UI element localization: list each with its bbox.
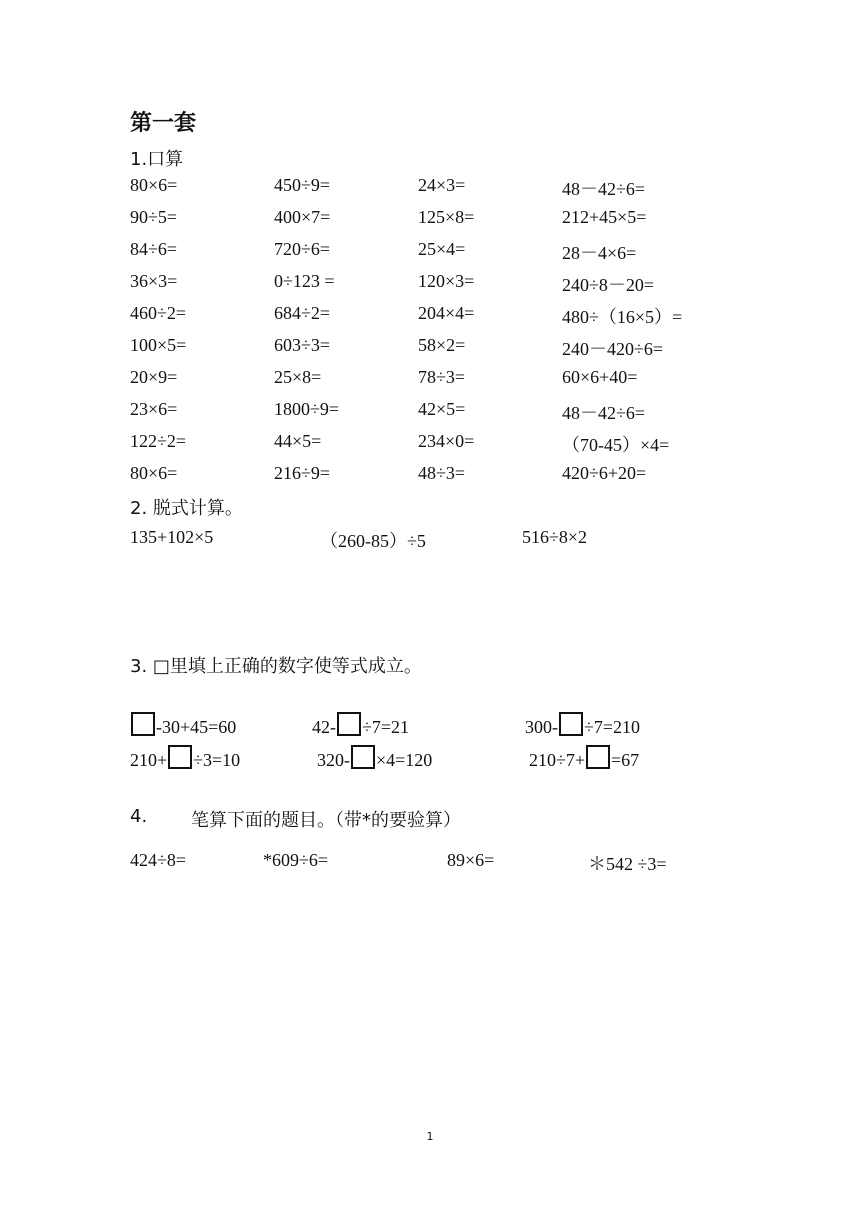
blank-box[interactable] xyxy=(337,712,361,736)
section2-item: （260-85）÷5 xyxy=(320,531,426,551)
fill-equation: 320- ×4=120 xyxy=(317,745,432,771)
oral-calc-item: 25×4= xyxy=(418,239,466,259)
section3-heading: 3. □里填上正确的数字使等式成立。 xyxy=(130,656,422,677)
oral-calc-item: 48÷3= xyxy=(418,463,466,483)
section2-heading: 2. 脱式计算。 xyxy=(130,498,243,519)
oral-calc-item: 720÷6= xyxy=(274,239,331,259)
oral-calc-item: 204×4= xyxy=(418,303,475,323)
blank-box[interactable] xyxy=(168,745,192,769)
section2-item: 135+102×5 xyxy=(130,527,214,547)
oral-calc-item: 60×6+40= xyxy=(562,367,638,387)
section4-heading: 笔算下面的题目。（带*的要验算） xyxy=(191,810,461,831)
oral-calc-item: （70-45）×4= xyxy=(562,435,670,455)
oral-calc-item: 460÷2= xyxy=(130,303,187,323)
oral-calc-item: 42×5= xyxy=(418,399,466,419)
oral-calc-item: 234×0= xyxy=(418,431,475,451)
oral-calc-item: 100×5= xyxy=(130,335,187,355)
section2-item: 516÷8×2 xyxy=(522,527,588,547)
oral-calc-item: 420÷6+20= xyxy=(562,463,647,483)
fill-equation: -30+45=60 xyxy=(130,712,236,738)
oral-calc-item: 684÷2= xyxy=(274,303,331,323)
oral-calc-item: 240÷8－20= xyxy=(562,275,655,295)
oral-calc-item: 480÷（16×5）= xyxy=(562,307,683,327)
oral-calc-item: 400×7= xyxy=(274,207,331,227)
fill-equation: 210÷7+ =67 xyxy=(529,745,639,771)
blank-box[interactable] xyxy=(559,712,583,736)
blank-box[interactable] xyxy=(351,745,375,769)
oral-calc-item: 450÷9= xyxy=(274,175,331,195)
section4-item: 89×6= xyxy=(447,850,495,870)
oral-calc-item: 48－42÷6= xyxy=(562,403,646,423)
fill-equation: 300- ÷7=210 xyxy=(525,712,640,738)
oral-calc-item: 122÷2= xyxy=(130,431,187,451)
section4-item: 424÷8= xyxy=(130,850,187,870)
fill-equation: 42- ÷7=21 xyxy=(312,712,409,738)
oral-calc-item: 80×6= xyxy=(130,463,178,483)
section4-item: *609÷6= xyxy=(263,850,329,870)
oral-calc-item: 25×8= xyxy=(274,367,322,387)
oral-calc-item: 44×5= xyxy=(274,431,322,451)
oral-calc-item: 23×6= xyxy=(130,399,178,419)
oral-calc-item: 0÷123 = xyxy=(274,271,335,291)
oral-calc-item: 1800÷9= xyxy=(274,399,340,419)
oral-calc-item: 36×3= xyxy=(130,271,178,291)
oral-calc-item: 603÷3= xyxy=(274,335,331,355)
oral-calc-item: 58×2= xyxy=(418,335,466,355)
fill-equation: 210+ ÷3=10 xyxy=(130,745,240,771)
oral-calc-item: 90÷5= xyxy=(130,207,178,227)
oral-calc-item: 84÷6= xyxy=(130,239,178,259)
section1-heading: 1.口算 xyxy=(130,149,184,170)
oral-calc-item: 48－42÷6= xyxy=(562,179,646,199)
oral-calc-item: 78÷3= xyxy=(418,367,466,387)
oral-calc-item: 240－420÷6= xyxy=(562,339,664,359)
blank-box[interactable] xyxy=(586,745,610,769)
oral-calc-item: 24×3= xyxy=(418,175,466,195)
blank-box[interactable] xyxy=(131,712,155,736)
oral-calc-item: 80×6= xyxy=(130,175,178,195)
oral-calc-item: 20×9= xyxy=(130,367,178,387)
section4-item: ＊542 ÷3= xyxy=(588,854,667,874)
section4-number: 4. xyxy=(130,806,148,827)
oral-calc-item: 216÷9= xyxy=(274,463,331,483)
oral-calc-item: 212+45×5= xyxy=(562,207,647,227)
oral-calc-item: 28－4×6= xyxy=(562,243,637,263)
oral-calc-item: 125×8= xyxy=(418,207,475,227)
page-number: 1 xyxy=(426,1130,434,1143)
oral-calc-item: 120×3= xyxy=(418,271,475,291)
page-title: 第一套 xyxy=(130,111,197,136)
